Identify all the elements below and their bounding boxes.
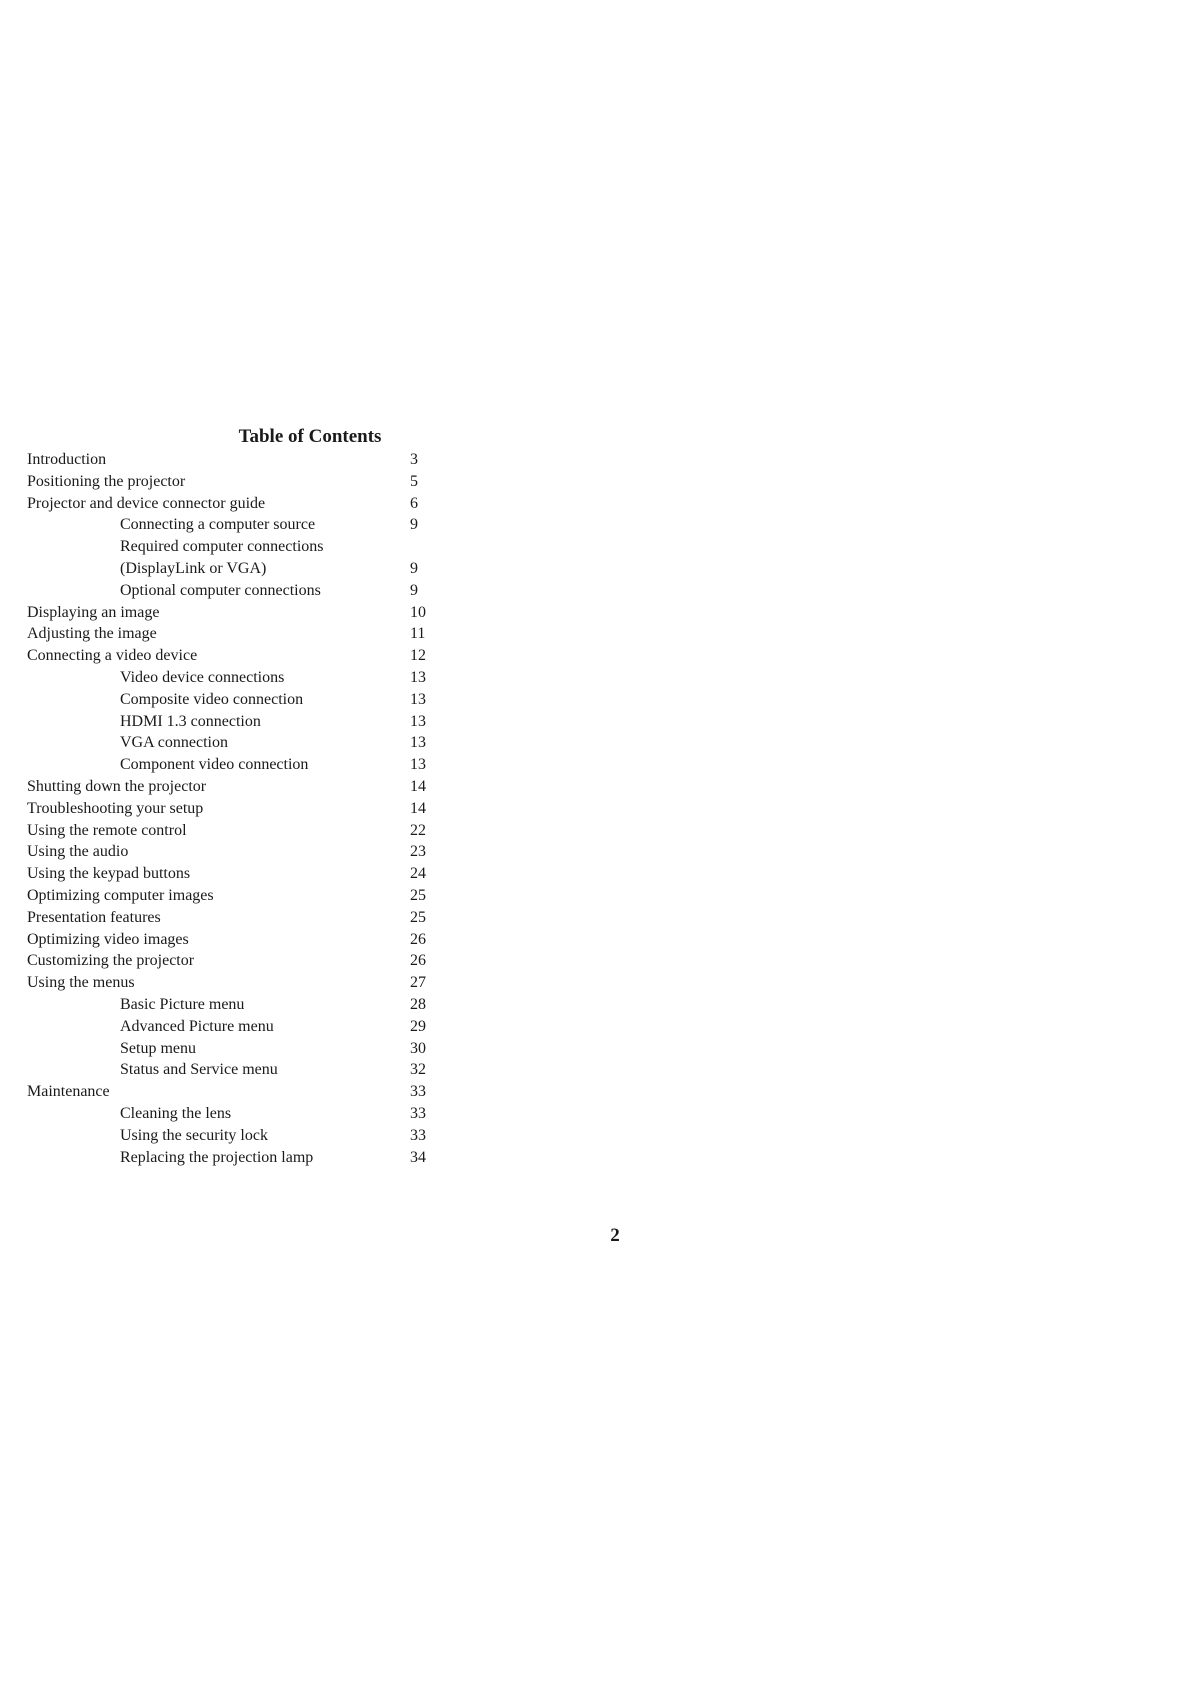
toc-entry-page: 26 <box>410 930 426 948</box>
toc-entry-title: HDMI 1.3 connection <box>120 712 261 730</box>
toc-entry[interactable] <box>27 711 447 733</box>
toc-entry-title: Displaying an image <box>27 603 160 621</box>
toc-entry[interactable] <box>27 471 447 493</box>
toc-entry-title: Using the remote control <box>27 821 187 839</box>
toc-entry-title: Replacing the projection lamp <box>120 1148 314 1166</box>
toc-entry[interactable] <box>27 536 447 558</box>
toc-entry[interactable] <box>27 950 447 972</box>
toc-entry-title: Optimizing video images <box>27 930 189 948</box>
toc-entry[interactable] <box>27 885 447 907</box>
toc-entry-title: Cleaning the lens <box>120 1104 232 1122</box>
toc-entry-page: 28 <box>410 995 426 1013</box>
toc-entry[interactable] <box>27 754 447 776</box>
toc-entry-title: Using the security lock <box>120 1126 268 1144</box>
toc-entry[interactable] <box>27 798 447 820</box>
toc-entry[interactable] <box>27 558 447 580</box>
toc-entry-page: 27 <box>410 974 426 992</box>
toc-entry[interactable] <box>27 907 447 929</box>
toc-entry-page: 30 <box>410 1039 426 1057</box>
toc-entry[interactable] <box>27 667 447 689</box>
toc-entry-title: VGA connection <box>120 734 228 752</box>
toc-entry-page: 6 <box>410 494 418 512</box>
toc-entry-title: Customizing the projector <box>27 952 195 970</box>
toc-entry-page: 13 <box>410 734 426 752</box>
toc-entry-title: Status and Service menu <box>120 1061 278 1079</box>
toc-title: Table of Contents <box>238 426 382 447</box>
toc-entry[interactable] <box>27 1103 447 1125</box>
toc-entry[interactable] <box>27 623 447 645</box>
toc-entry-page: 3 <box>410 451 418 468</box>
toc-entry[interactable] <box>27 449 447 471</box>
toc-entry-title: Connecting a video device <box>27 647 198 665</box>
toc-entry-page: 32 <box>410 1061 426 1079</box>
toc-entry-title: Introduction <box>27 451 107 468</box>
toc-entry[interactable] <box>27 776 447 798</box>
toc-entry[interactable] <box>27 1016 447 1038</box>
toc-entry-page: 25 <box>410 886 426 904</box>
toc-entry-page: 5 <box>410 472 418 490</box>
toc-entry[interactable] <box>27 689 447 711</box>
toc-entry-title: Troubleshooting your setup <box>27 799 204 817</box>
toc-entry-page: 22 <box>410 821 426 839</box>
toc-entry-title: Advanced Picture menu <box>120 1017 274 1035</box>
toc-entry-title: Maintenance <box>27 1083 110 1101</box>
toc-entry-page: 9 <box>410 581 418 599</box>
toc-entry-title: Adjusting the image <box>27 625 157 643</box>
toc-entry-title: Video device connections <box>120 668 285 686</box>
toc-entry-title: Projector and device connector guide <box>27 494 266 512</box>
toc-entry-page: 12 <box>410 647 426 665</box>
toc-entry-page: 13 <box>410 690 426 708</box>
toc-entry-title: Required computer connections <box>120 538 324 556</box>
toc-entry-page: 25 <box>410 908 426 926</box>
toc-entry-page: 33 <box>410 1083 426 1101</box>
toc-entry[interactable] <box>27 580 447 602</box>
toc-entry-page: 14 <box>410 799 426 817</box>
toc-entry-page: 13 <box>410 756 426 774</box>
toc-entry[interactable] <box>27 1038 447 1060</box>
toc-entry-page: 10 <box>410 603 426 621</box>
toc-entry-page: 9 <box>410 559 418 577</box>
toc-entry[interactable] <box>27 863 447 885</box>
toc-entry-page: 13 <box>410 712 426 730</box>
toc-entry-page: 14 <box>410 777 426 795</box>
toc-entry-title: (DisplayLink or VGA) <box>120 559 267 577</box>
toc-entry[interactable] <box>27 929 447 951</box>
toc-entry-title: Positioning the projector <box>27 472 186 490</box>
toc-list <box>27 449 447 1168</box>
toc-entry-page: 33 <box>410 1104 426 1122</box>
toc-entry[interactable] <box>27 602 447 624</box>
toc-entry[interactable] <box>27 1081 447 1103</box>
toc-entry-page: 34 <box>410 1148 426 1166</box>
toc-entry[interactable] <box>27 820 447 842</box>
toc-entry-title: Using the menus <box>27 974 135 992</box>
toc-entry[interactable] <box>27 1125 447 1147</box>
toc-entry[interactable] <box>27 732 447 754</box>
toc-entry-title: Basic Picture menu <box>120 995 245 1013</box>
toc-entry-title: Using the audio <box>27 843 129 861</box>
toc-entry-page: 26 <box>410 952 426 970</box>
page-number: 2 <box>610 1225 620 1246</box>
toc-entry-page: 11 <box>410 625 426 643</box>
toc-entry[interactable] <box>27 972 447 994</box>
toc-entry-title: Connecting a computer source <box>120 516 316 534</box>
toc-entry[interactable] <box>27 645 447 667</box>
toc-entry-page: 29 <box>410 1017 426 1035</box>
toc-entry-title: Composite video connection <box>120 690 304 708</box>
toc-entry-page: 23 <box>410 843 426 861</box>
toc-entry-title: Shutting down the projector <box>27 777 207 795</box>
toc-entry-page: 9 <box>410 516 418 534</box>
toc-entry-page: 33 <box>410 1126 426 1144</box>
toc-entry-title: Optional computer connections <box>120 581 321 599</box>
toc-entry-title: Optimizing computer images <box>27 886 214 904</box>
toc-entry-title: Component video connection <box>120 756 309 774</box>
toc-entry-title: Using the keypad buttons <box>27 865 191 883</box>
toc-entry[interactable] <box>27 1059 447 1081</box>
toc-entry[interactable] <box>27 1147 447 1169</box>
toc-entry-page: 24 <box>410 865 426 883</box>
toc-entry[interactable] <box>27 841 447 863</box>
toc-entry[interactable] <box>27 514 447 536</box>
toc-entry[interactable] <box>27 493 447 515</box>
toc-entry-title: Presentation features <box>27 908 161 926</box>
toc-entry[interactable] <box>27 994 447 1016</box>
toc-entry-title: Setup menu <box>120 1039 196 1057</box>
toc-entry-page: 13 <box>410 668 426 686</box>
